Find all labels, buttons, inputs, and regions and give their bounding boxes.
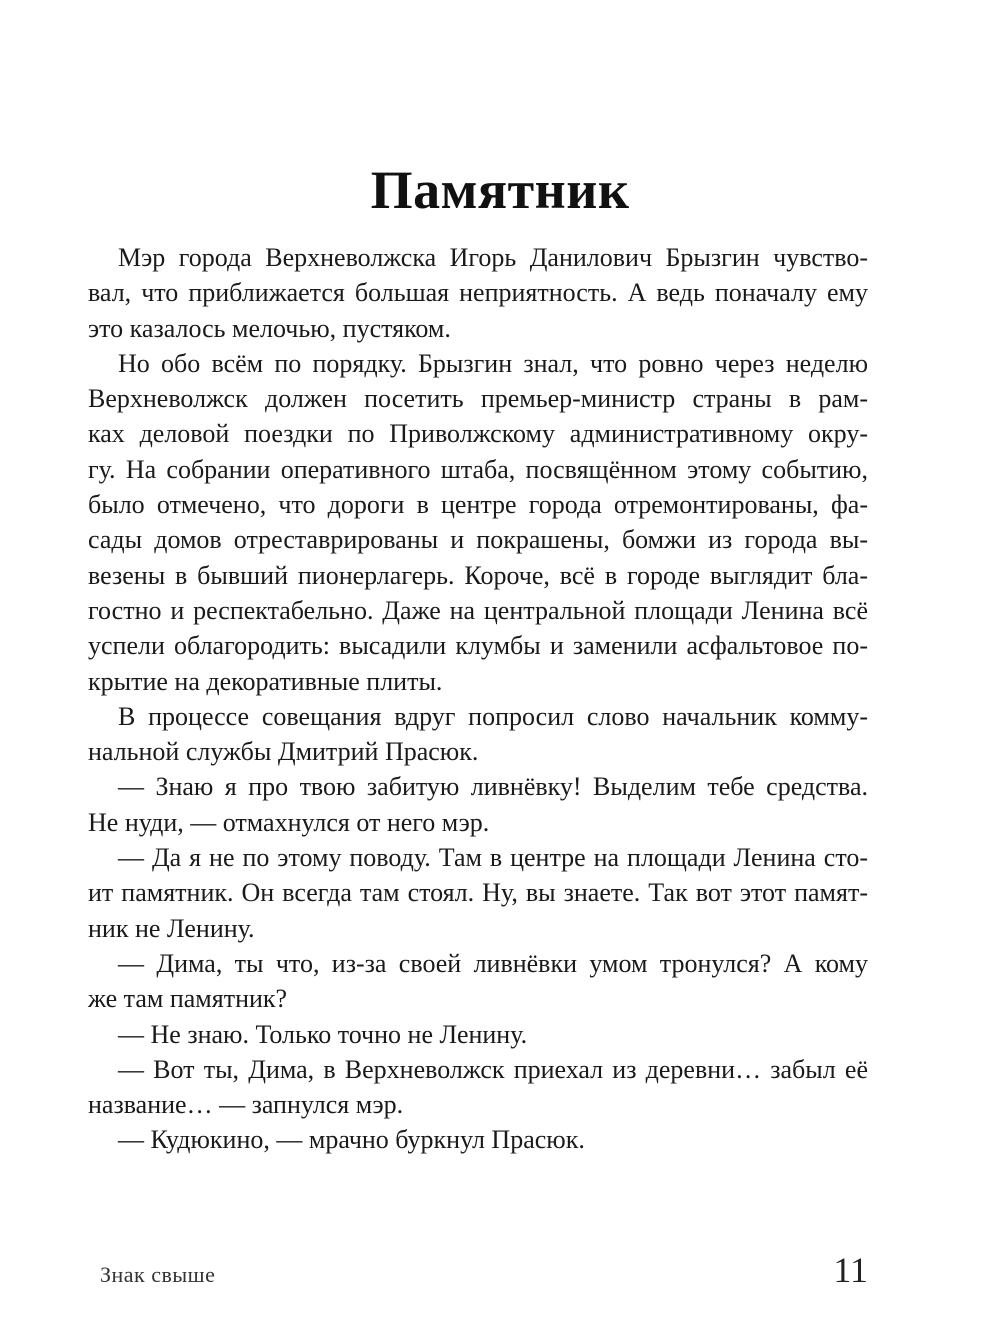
page-number: 11 bbox=[833, 1250, 868, 1290]
text-line: — Не знаю. Только точно не Ленину. bbox=[118, 1019, 528, 1049]
text-line: Но обо всём по порядку. Брызгин знал, что ровно через неделю bbox=[118, 348, 868, 378]
chapter-title: Памятник bbox=[370, 160, 630, 220]
text-line: сады домов отреставрированы и покрашены, бомжи из города вы- bbox=[88, 525, 868, 555]
running-title: Знак свыше bbox=[100, 1262, 216, 1287]
text-line: название… — запнулся мэр. bbox=[88, 1090, 404, 1120]
text-line: успели облагородить: высадили клумбы и заменили асфальтовое по- bbox=[88, 631, 868, 661]
text-line: ках деловой поездки по Приволжскому административному окру- bbox=[88, 419, 868, 449]
text-line: нальной службы Дмитрий Прасюк. bbox=[88, 737, 479, 767]
chapter-body bbox=[88, 240, 868, 1158]
text-line: ит памятник. Он всегда там стоял. Ну, вы знаете. Так вот этот памят- bbox=[88, 878, 868, 908]
text-line: — Кудюкино, — мрачно буркнул Прасюк. bbox=[118, 1125, 585, 1155]
text-line: же там памятник? bbox=[88, 984, 288, 1014]
text-line: — Знаю я про твою забитую ливнёвку! Выделим тебе средства. bbox=[118, 772, 868, 802]
text-line: ник не Ленину. bbox=[88, 913, 255, 943]
text-line: гостно и респектабельно. Даже на центральной площади Ленина всё bbox=[88, 595, 868, 625]
text-line: крытие на декоративные плиты. bbox=[88, 666, 443, 696]
text-line: вал, что приближается большая неприятность. А ведь поначалу ему bbox=[88, 278, 868, 308]
text-line: Верхневолжск должен посетить премьер-министр страны в рам- bbox=[88, 384, 868, 414]
text-line: — Дима, ты что, из-за своей ливнёвки умом тронулся? А кому bbox=[118, 948, 868, 978]
text-line: везены в бывший пионерлагерь. Короче, всё в городе выглядит бла- bbox=[88, 560, 868, 590]
text-line: — Да я не по этому поводу. Там в центре на площади Ленина сто- bbox=[118, 843, 868, 873]
text-line: Не нуди, — отмахнулся от него мэр. bbox=[88, 807, 490, 837]
text-line: гу. На собрании оперативного штаба, посвящённом этому событию, bbox=[88, 454, 868, 484]
text-line: это казалось мелочью, пустяком. bbox=[88, 313, 451, 343]
text-line: В процессе совещания вдруг попросил слово начальник комму- bbox=[118, 701, 868, 731]
text-line: Мэр города Верхневолжска Игорь Данилович Брызгин чувство- bbox=[118, 243, 868, 272]
text-line: — Вот ты, Дима, в Верхневолжск приехал из деревни… забыл её bbox=[118, 1054, 868, 1084]
text-line: было отмечено, что дороги в центре города отремонтированы, фа- bbox=[88, 490, 868, 520]
